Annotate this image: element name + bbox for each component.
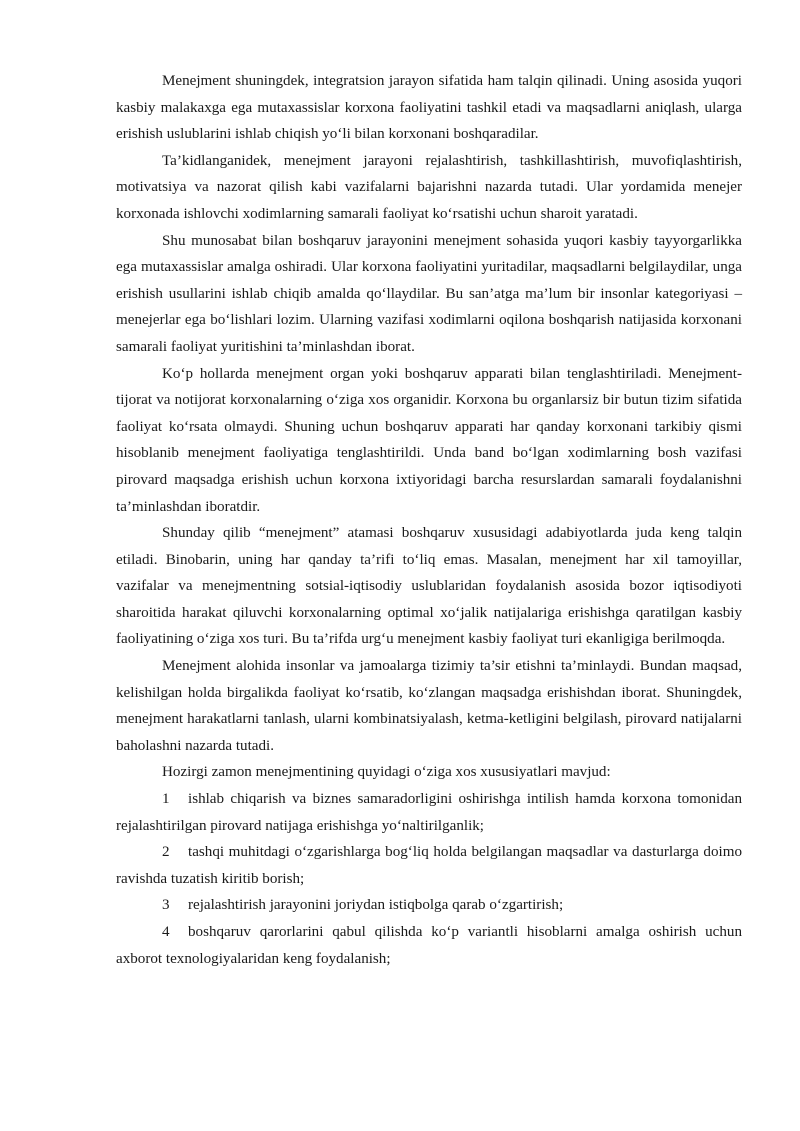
paragraph: Menejment shuningdek, integratsion jarayon sifatida ham talqin qilinadi. Uning asosida yuqori kasbiy malakaxga ega mutaxassislar korxona faoliyatini tashkil etadi va maqsadlarni aniqlash, ularga erishish uslublarini ishlab chiqish yo‘li bilan korxonani boshqaradilar. [116, 73, 742, 143]
paragraph: Ta’kidlanganidek, menejment jarayoni rejalashtirish, tashkillashtirish, muvofiqlashtirish, motivatsiya va nazorat qilish kabi vazifalarni bajarishni nazarda tutadi. Ular yordamida menejer korxonada ishlovchi xodimlarning samarali faoliyat ko‘rsatishi uchun sharoit yaratadi. [116, 152, 742, 222]
document-page [116, 68, 742, 972]
list-item-text: tashqi muhitdagi o‘zgarishlarga bog‘liq holda belgilangan maqsadlar va dasturlarga doimo ravishda tuzatish kiritib borish; [116, 844, 742, 887]
list-item-number: 2 [162, 844, 170, 861]
list-item-number: 1 [162, 791, 170, 808]
list-item-number: 3 [162, 897, 170, 914]
list-item-number: 4 [162, 924, 170, 940]
list-item-text: ishlab chiqarish va biznes samaradorligini oshirishga intilish hamda korxona tomonidan rejalashtirilgan pirovard natijaga erishishga yo‘naltirilganlik; [116, 791, 742, 834]
paragraph: Menejment alohida insonlar va jamoalarga tizimiy ta’sir etishni ta’minlaydi. Bundan maqsad, kelishilgan holda birgalikda faoliyat ko‘rsatib, ko‘zlangan maqsadga erishishdan iborat. Shuningdek, menejment harakatlarni tanlash, ularni kombinatsiyalash, ketma-ketligini belgilash, pirovard natijalarni baholashni nazarda tutadi. [116, 658, 742, 754]
paragraph: Hozirgi zamon menejmentining quyidagi o‘ziga xos xususiyatlari mavjud: [162, 764, 611, 781]
paragraph: Shunday qilib “menejment” atamasi boshqaruv xususidagi adabiyotlarda juda keng talqin etiladi. Binobarin, uning har qanday ta’rifi to‘liq emas. Masalan, menejment har xil tamoyillar, vazifalar va menejmentning sotsial-iqtisodiy uslublaridan foydalanish asosida bozor iqtisodiyoti sharoitida harakat qiluvchi korxonalarning optimal xo‘jalik natijalariga erishishga qaratilgan kasbiy faoliyatining o‘ziga xos turi. Bu ta’rifda urg‘u menejment kasbiy faoliyat turi ekanligiga berilmoqda. [116, 525, 742, 648]
paragraph: Ko‘p hollarda menejment organ yoki boshqaruv apparati bilan tenglashtiriladi. Menejment-tijorat va notijorat korxonalarning o‘ziga xos organidir. Korxona bu organlarsiz bir butun tizim sifatida faoliyat ko‘rsata olmaydi. Shuning uchun boshqaruv apparati har qanday korxonani tarkibiy qismi hisoblanib menejment faoliyatiga tenglashtirildi. Unda band bo‘lgan xodimlarning bosh vazifasi pirovard maqsadga erishish uchun korxona ixtiyoridagi barcha resurslardan samarali foydalanishni ta’minlashdan iboratdir. [116, 365, 742, 515]
list-item [116, 786, 742, 839]
list-item-text: rejalashtirish jarayonini joriydan istiqbolga qarab o‘zgartirish; [188, 897, 564, 914]
list-item-text: boshqaruv qarorlarini qabul qilishda ko‘p variantli hisoblarni amalga oshirish uchun axborot texnologiyalaridan keng foydalanish; [116, 924, 742, 967]
list-item [116, 839, 742, 892]
list-item [116, 919, 742, 972]
list-item [116, 892, 742, 919]
paragraph: Shu munosabat bilan boshqaruv jarayonini menejment sohasida yuqori kasbiy tayyorgarlikka ega mutaxassislar amalga oshiradi. Ular korxona faoliyatini yuritadilar, maqsadlarni belgilaydilar, unga erishish usullarini ishlab chiqib amalda qo‘llaydilar. Bu san’atga ma’lum bir insonlar kategoriyasi – menejerlar ega bo‘lishlari lozim. Ularning vazifasi xodimlarni oqilona boshqarish natijasida korxonani samarali faoliyat yuritishini ta’minlashdan iborat. [116, 232, 742, 355]
